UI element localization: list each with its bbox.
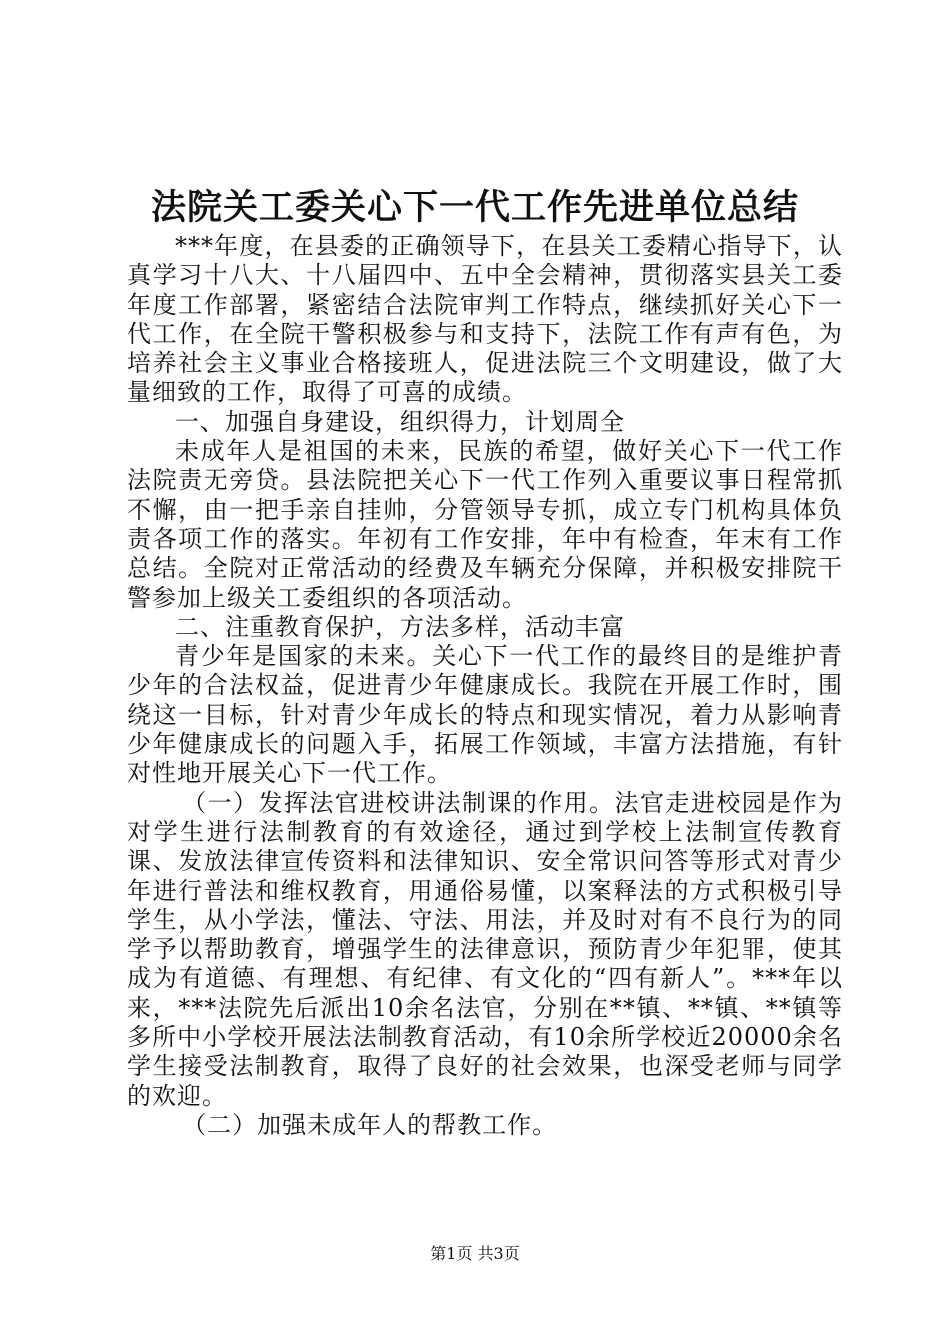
document-title: 法院关工委关心下一代工作先进单位总结 [150,187,799,228]
section-heading-1: 一、加强自身建设，组织得力，计划周全 [175,407,625,436]
paragraph-intro: ***年度，在县委的正确领导下，在县关工委精心指导下，认真学习十八大、十八届四中、五中全会精神，贯彻落实县关工委年度工作部署，紧密结合法院审判工作特点，继续抓好关心下一代工作，在全院干警积极参与和支持下，法院工作有声有色，为培养社会主义事业合格接班人，促进法院三个文明建设，做了大量细致的工作，取得了可喜的成绩。 [127,232,843,407]
document-body [127,232,843,1140]
paragraph-subsection-2: （二）加强未成年人的帮教工作。 [182,1110,558,1139]
page-number-footer: 第1页 共3页 [430,1244,520,1263]
section-heading-2: 二、注重教育保护，方法多样，活动丰富 [175,612,625,641]
paragraph-section-1: 未成年人是祖国的未来，民族的希望，做好关心下一代工作法院责无旁贷。县法院把关心下一代工作列入重要议事日程常抓不懈，由一把手亲自挂帅，分管领导专抓，成立专门机构具体负责各项工作的落实。年初有工作安排，年中有检查，年末有工作总结。全院对正常活动的经费及车辆充分保障，并积极安排院干警参加上级关工委组织的各项活动。 [127,437,843,612]
paragraph-subsection-1: （一）发挥法官进校讲法制课的作用。法官走进校园是作为对学生进行法制教育的有效途径，通过到学校上法制宣传教育课、发放法律宣传资料和法律知识、安全常识问答等形式对青少年进行普法和维权教育，用通俗易懂，以案释法的方式积极引导学生，从小学法，懂法、守法、用法，并及时对有不良行为的同学予以帮助教育，增强学生的法律意识，预防青少年犯罪，使其成为有道德、有理想、有纪律、有文化的“四有新人”。***年以来，***法院先后派出10余名法官，分别在**镇、**镇、**镇等多所中小学校开展法法制教育活动，有10余所学校近20000余名学生接受法制教育，取得了良好的社会效果，也深受老师与同学的欢迎。 [127,788,843,1110]
paragraph-section-2: 青少年是国家的未来。关心下一代工作的最终目的是维护青少年的合法权益，促进青少年健康成长。我院在开展工作时，围绕这一目标，针对青少年成长的特点和现实情况，着力从影响青少年健康成长的问题入手，拓展工作领域，丰富方法措施，有针对性地开展关心下一代工作。 [127,642,843,788]
